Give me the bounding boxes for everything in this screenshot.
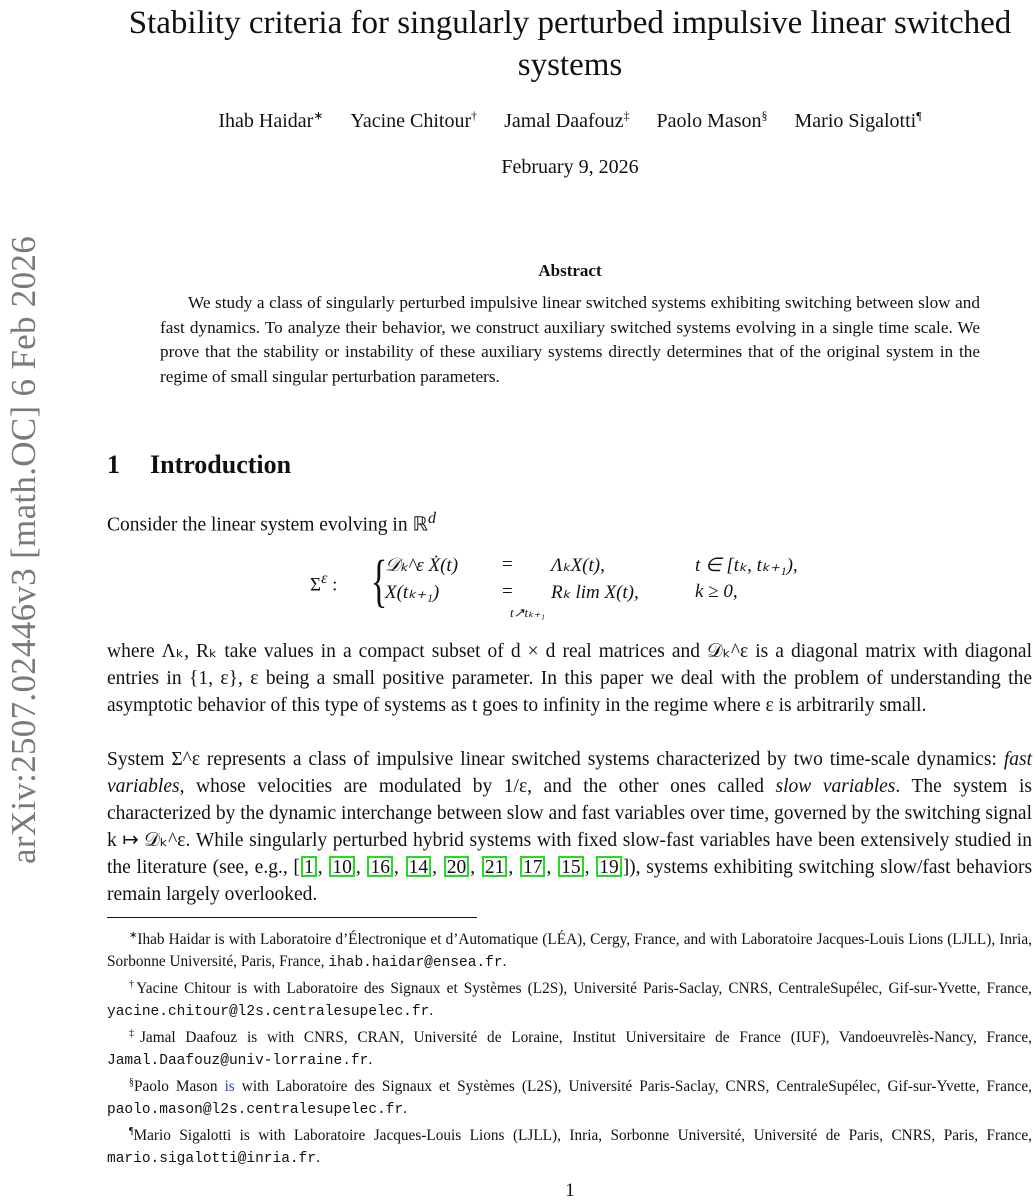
section-number: 1 <box>107 450 120 479</box>
emphasis: fast variables <box>107 749 1032 797</box>
email-address[interactable]: yacine.chitour@l2s.centralesupelec.fr <box>107 1004 430 1021</box>
footnote-mark[interactable]: ‡ <box>623 108 630 122</box>
page-number: 1 <box>565 1180 575 1201</box>
author <box>795 110 922 132</box>
citation-link[interactable]: 15 <box>558 856 584 877</box>
eq-cell: t ∈ [tₖ, tₖ₊₁), <box>695 555 798 576</box>
email-address[interactable]: Jamal.Daafouz@univ-lorraine.fr <box>107 1053 369 1070</box>
paragraph-text: System Σ^ε represents a class of impulsive linear switched systems characterized by two time-scale dynamics: <box>107 749 1004 770</box>
footnote-mark[interactable]: † <box>471 108 478 122</box>
paragraph-text: ]), systems exhibiting switching slow/fast behaviors remain largely overlooked. <box>107 857 1033 905</box>
footnote-text: with Laboratoire des Signaux et Systèmes (L2S), Université Paris-Saclay, CNRS, CentraleSupélec, Gif-sur-Yvette, France, <box>234 1078 1032 1096</box>
citation-link[interactable]: 16 <box>367 856 393 877</box>
author <box>218 110 323 132</box>
footnote: †Yacine Chitour is with Laboratoire des Signaux et Systèmes (L2S), Université Paris-Saclay, CNRS, CentraleSupélec, Gif-sur-Yvette, France, yacine.chitour@l2s.centralesupelec.fr. <box>107 979 1033 1021</box>
footnote-mark[interactable]: ¶ <box>916 108 922 122</box>
footnote-text: Ihab Haidar is with Laboratoire d’Électronique et d’Automatique (LÉA), Cergy, France, and with Laboratoire Jacques-Louis Lions (LJLL), Inria, Sorbonne Université, Paris, France, <box>107 931 1032 971</box>
paper-date: February 9, 2026 <box>501 156 639 178</box>
citation-link[interactable]: 21 <box>482 856 508 877</box>
footnote: ∗Ihab Haidar is with Laboratoire d’Électronique et d’Automatique (LÉA), Cergy, France, and with Laboratoire Jacques-Louis Lions (LJLL), Inria, Sorbonne Université, Paris, France, ihab.haidar@ensea.fr. <box>107 930 1032 972</box>
footnote-text: Mario Sigalotti is with Laboratoire Jacques-Louis Lions (LJLL), Inria, Sorbonne Université, Université de Paris, CNRS, Paris, France, <box>133 1127 1032 1145</box>
abstract-heading: Abstract <box>538 261 602 280</box>
eq-cell: = <box>502 554 513 575</box>
title-line-2: systems <box>517 47 623 83</box>
left-brace-icon: { <box>370 548 388 613</box>
citation-link[interactable]: 19 <box>596 856 622 877</box>
paragraph-text: Consider the linear system evolving in ℝ <box>107 514 428 536</box>
author-name: Yacine Chitour <box>350 109 472 132</box>
footnote-mark: ¶ <box>129 1126 134 1138</box>
citation-link[interactable]: 17 <box>520 856 546 877</box>
section-heading <box>107 450 291 480</box>
footnote-text: Jamal Daafouz is with CNRS, CRAN, Université de Loraine, Institut Universitaire de France (IUF), Vandoeuvrelès-Nancy, France, <box>139 1029 1032 1047</box>
abstract-text: We study a class of singularly perturbed impulsive linear switched systems exhibiting switching between slow and fast dynamics. To analyze their behavior, we construct auxiliary switched systems evolving in a single time scale. We prove that the stability or instability of these auxiliary systems directly determines that of the original system in the regime of small singular perturbation parameters. <box>160 293 980 386</box>
author-name: Paolo Mason <box>656 109 762 132</box>
colon: : <box>327 574 338 596</box>
epsilon-sup: ε <box>321 570 328 587</box>
paragraph-text: , whose velocities are modulated by 1/ε, and the other ones called <box>179 776 776 797</box>
footnote-mark[interactable]: § <box>761 108 768 122</box>
hyperlink[interactable]: is <box>224 1078 235 1096</box>
equation-lhs <box>310 570 337 596</box>
title-line-1: Stability criteria for singularly perturbed impulsive linear switched <box>128 5 1012 41</box>
author <box>350 110 477 132</box>
eq-cell: ΛₖX(t), <box>551 555 605 576</box>
footnote-divider <box>107 917 477 918</box>
author-name: Ihab Haidar <box>218 109 314 132</box>
footnote: ‡Jamal Daafouz is with CNRS, CRAN, Université de Loraine, Institut Universitaire de France (IUF), Vandoeuvrelès-Nancy, France, Jamal.Daafouz@univ-lorraine.fr. <box>107 1028 1032 1070</box>
emphasis: slow variables <box>775 776 896 797</box>
eq-cell: 𝒟ₖ^ε Ẋ(t) <box>385 555 459 576</box>
citation-link[interactable]: 14 <box>406 856 432 877</box>
footnote-mark: § <box>129 1077 134 1089</box>
eq-cell: = <box>502 581 513 602</box>
email-address[interactable]: mario.sigalotti@inria.fr <box>107 1151 317 1168</box>
author-name: Mario Sigalotti <box>794 109 917 132</box>
intro-paragraph-3: System Σ^ε represents a class of impulsive linear switched systems characterized by two time-scale dynamics: fast variables, whose velocities are modulated by 1/ε, and the other ones called slow variables. The system is characterized by the dynamic interchange between slow and fast variables over time, governed by the switching signal k ↦ 𝒟ₖ^ε. While singularly perturbed hybrid systems with fixed slow-fast variables have been extensively studied in the literature (see, e.g., [ 1 , 10 , 16 , 14 , 20 , 21 , 17 , 15 , 19 ]), systems exhibiting switching slow/fast behaviors remain largely overlooked. <box>107 749 1033 905</box>
sigma-symbol: Σ <box>310 574 322 596</box>
paper-title <box>105 2 1035 86</box>
author <box>657 110 768 132</box>
footnote-text: Paolo Mason <box>134 1078 225 1096</box>
limit-subscript: t↗tₖ₊₁ <box>510 605 546 620</box>
arxiv-identifier: arXiv:2507.02446v3 [math.OC] 6 Feb 2026 <box>4 235 43 865</box>
footnote-mark: † <box>129 979 137 991</box>
intro-paragraph-1 <box>107 505 1032 539</box>
email-address[interactable]: paolo.mason@l2s.centralesupelec.fr <box>107 1102 404 1119</box>
email-address[interactable]: ihab.haidar@ensea.fr <box>328 955 503 972</box>
citation-link[interactable]: 1 <box>301 856 317 877</box>
system-equation <box>310 550 840 622</box>
author-name: Jamal Daafouz <box>504 109 624 132</box>
footnote-text: Yacine Chitour is with Laboratoire des Signaux et Systèmes (L2S), Université Paris-Saclay, CNRS, CentraleSupélec, Gif-sur-Yvette, France, <box>136 980 1033 998</box>
footnote: §Paolo Mason is with Laboratoire des Signaux et Systèmes (L2S), Université Paris-Saclay, CNRS, CentraleSupélec, Gif-sur-Yvette, France, paolo.mason@l2s.centralesupelec.fr. <box>107 1077 1032 1119</box>
footnote-mark[interactable]: ∗ <box>313 108 324 122</box>
author-list <box>105 108 1035 133</box>
paragraph-text: . The system is characterized by the dynamic interchange between slow and fast variables over time, governed by the switching signal k ↦ 𝒟ₖ^ε. While singularly perturbed hybrid systems with fixed slow-fast variables have been extensively studied in the literature (see, e.g., [ <box>107 776 1033 878</box>
citation-link[interactable]: 10 <box>329 856 355 877</box>
citation-link[interactable]: 20 <box>444 856 470 877</box>
footnotes <box>107 925 1032 1170</box>
eq-cell: Rₖ lim X(t), <box>551 582 639 603</box>
section-title: Introduction <box>150 450 292 479</box>
arxiv-sidebar <box>2 170 46 930</box>
eq-cell: X(tₖ₊₁) <box>385 582 440 603</box>
footnote: ¶Mario Sigalotti is with Laboratoire Jacques-Louis Lions (LJLL), Inria, Sorbonne Université, Université de Paris, CNRS, Paris, France, mario.sigalotti@inria.fr. <box>107 1126 1032 1168</box>
eq-cell: k ≥ 0, <box>695 581 738 602</box>
author <box>504 110 629 132</box>
superscript: d <box>427 509 437 527</box>
intro-paragraph-2: where Λₖ, Rₖ take values in a compact subset of d × d real matrices and 𝒟ₖ^ε is a diagonal matrix with diagonal entries in {1, ε}, ε being a small positive parameter. In this paper we deal with the problem of understanding the asymptotic behavior of this type of systems as t goes to infinity in the regime where ε is arbitrarily small. <box>107 641 1032 716</box>
footnote-mark: ‡ <box>129 1028 140 1040</box>
footnote-mark: ∗ <box>129 930 138 941</box>
